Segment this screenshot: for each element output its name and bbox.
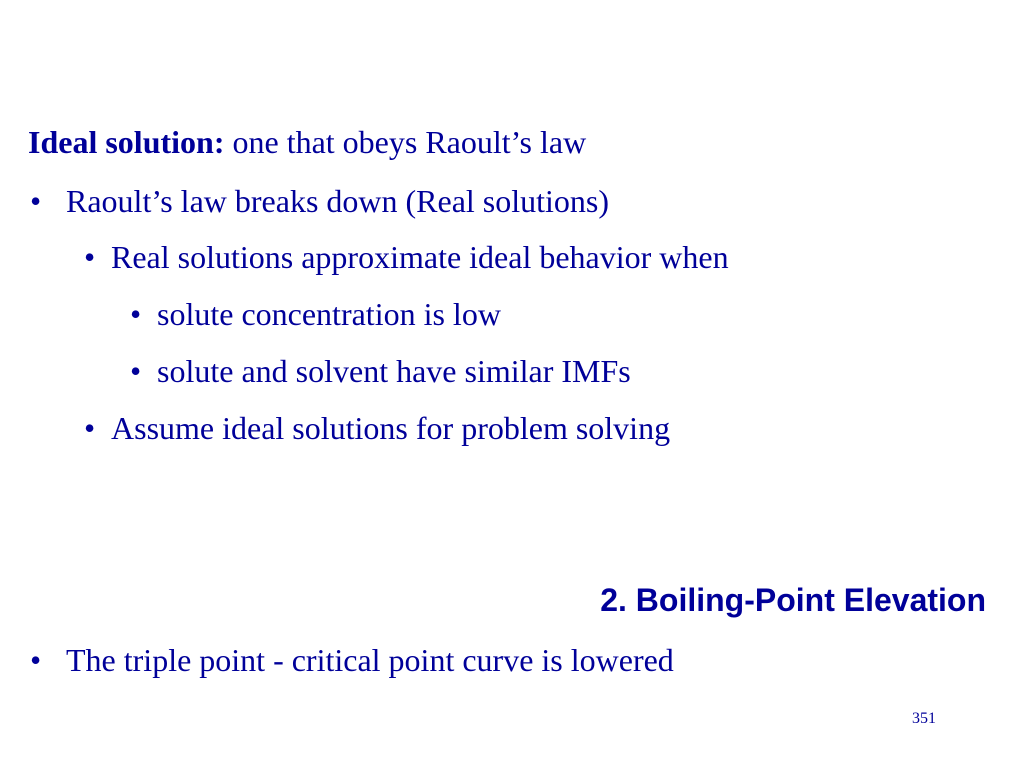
sub-sub-bullet-item	[130, 353, 631, 389]
bullet-item	[30, 642, 674, 678]
bullet-icon: •	[30, 183, 42, 219]
definition-term: Ideal solution:	[28, 124, 225, 160]
bullet-text: Assume ideal solutions for problem solving	[111, 410, 671, 446]
sub-sub-bullet-item	[130, 296, 501, 332]
definition-line	[28, 124, 586, 160]
bullet-text: solute concentration is low	[157, 296, 501, 332]
sub-bullet-item	[84, 410, 670, 446]
section-title: 2. Boiling-Point Elevation	[600, 582, 986, 618]
bullet-icon: •	[130, 296, 142, 332]
page-number: 351	[912, 710, 936, 727]
bullet-icon: •	[30, 642, 42, 678]
bullet-icon: •	[84, 410, 96, 446]
sub-bullet-item	[84, 239, 729, 275]
bullet-icon: •	[130, 353, 142, 389]
bullet-icon: •	[84, 239, 96, 275]
bullet-text: solute and solvent have similar IMFs	[157, 353, 631, 389]
bullet-item	[30, 183, 609, 219]
definition-text: one that obeys Raoult’s law	[224, 124, 587, 160]
bullet-text: Raoult’s law breaks down (Real solutions)	[66, 183, 610, 219]
bullet-text: Real solutions approximate ideal behavior when	[111, 239, 729, 275]
bullet-text: The triple point - critical point curve is lowered	[66, 642, 674, 678]
